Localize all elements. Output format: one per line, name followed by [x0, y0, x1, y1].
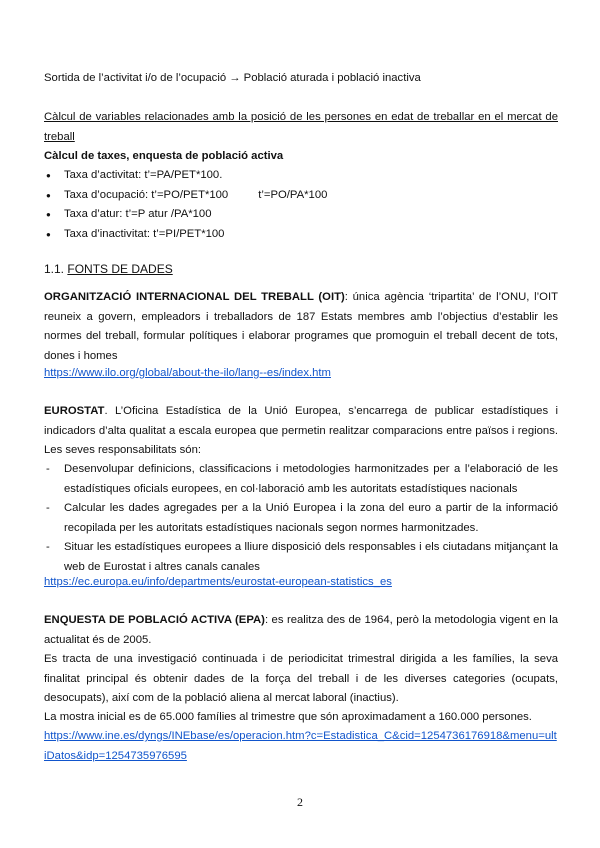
eurostat-body: . L’Oficina Estadística de la Unió Europea, s’encarrega de publicar estadístiques i indicadors d’alta qualitat a escala europea que permetin realitzar comparacions entre països i regions. Les seves responsabilitats són:: [44, 405, 558, 456]
rate-activity-text: Taxa d’activitat: t’=PA/PET*100.: [64, 169, 223, 181]
oit-paragraph: [44, 288, 558, 366]
rates-list: [44, 166, 558, 244]
section-title: FONTS DE DADES: [67, 262, 173, 276]
oit-body: : única agència ‘tripartita’ de l’ONU, l’OIT reuneix a govern, empleadors i treballadors de 187 Estats membres amb l’objectius d’establir les normes del treball, formular polítiques i elaborar programes que promoguin el treball decent de tots, dones i homes: [44, 291, 558, 362]
epa-title: ENQUESTA DE POBLACIÓ ACTIVA (EPA): [44, 614, 265, 626]
oit-link[interactable]: https://www.ilo.org/global/about-the-ilo/lang--es/index.htm: [44, 367, 331, 379]
eurostat-title: EUROSTAT: [44, 405, 105, 417]
epa-paragraph-2: Es tracta de una investigació continuada i de periodicitat trimestral dirigida a les famílies, la seva finalitat principal és obtenir dades de la força del treball i de les diverses categories (ocupats, desocupats), així com de la població aliena al mercat laboral (inactius).: [44, 653, 558, 704]
oit-title: ORGANITZACIÓ INTERNACIONAL DEL TREBALL (OIT): [44, 291, 345, 303]
rate-item-activity: [44, 166, 558, 186]
rate-inactivity-text: Taxa d’inactivitat: t’=PI/PET*100: [64, 227, 225, 240]
epa-link-line: [44, 727, 558, 766]
rate-unemployment-text: Taxa d’atur: t’=P atur /PA*100: [64, 208, 212, 220]
rates-list-container: [44, 166, 558, 244]
rate-item-inactivity: [44, 225, 558, 245]
section-number: 1.1.: [44, 262, 65, 276]
epa-body: : es realitza des de 1964, però la metodologia vigent en la actualitat és de 2005.: [44, 614, 558, 646]
eurostat-item-1: - Desenvolupar definicions, classificacions i metodologies harmonitzades per a l’elaboració de les estadístiques oficials europees, en col·laboració amb les autoritats estadístiques nacionals: [44, 460, 558, 499]
section-heading: [44, 260, 558, 280]
calc-heading: Càlcul de variables relacionades amb la posició de les persones en edat de treballar en el mercat de treball: [44, 111, 558, 143]
eurostat-item-2: - Calcular les dades agregades per a la Unió Europea i la zona del euro a partir de la informació recopilada per les autoritats estadístiques nacionals segon normes harmonitzades.: [44, 499, 558, 538]
intro-line: Sortida de l’activitat i/o de l’ocupació → Població aturada i població inactiva: [44, 72, 421, 84]
rate-item-occupation: [44, 186, 558, 206]
taxes-heading: Càlcul de taxes, enquesta de població activa: [44, 150, 284, 162]
eurostat-list-container: [44, 460, 558, 577]
rate-occupation-text: Taxa d’ocupació: t’=PO/PET*100: [64, 188, 229, 201]
rate-item-unemployment: [44, 205, 558, 225]
eurostat-paragraph: [44, 402, 558, 461]
eurostat-link[interactable]: https://ec.europa.eu/info/departments/eurostat-european-statistics_es: [44, 576, 392, 588]
page-number: 2: [297, 795, 303, 809]
epa-paragraph-3: La mostra inicial es de 65.000 famílies al trimestre que són aproximadament a 160.000 persones.: [44, 711, 532, 723]
eurostat-item-3: - Situar les estadístiques europees a lliure disposició dels responsables i els ciutadans mitjançant la web de Eurostat i altres canals canales: [44, 538, 558, 577]
oit-link-line: [44, 364, 558, 384]
eurostat-list: [44, 460, 558, 577]
rate-occupation-extra: t’=PO/PA*100: [258, 188, 328, 201]
epa-paragraph: [44, 611, 558, 650]
epa-link[interactable]: https://www.ine.es/dyngs/INEbase/es/operacion.htm?c=Estadistica_C&cid=1254736176918&menu=ultiDatos&idp=1254735976595: [44, 730, 557, 762]
eurostat-link-line: [44, 573, 558, 593]
